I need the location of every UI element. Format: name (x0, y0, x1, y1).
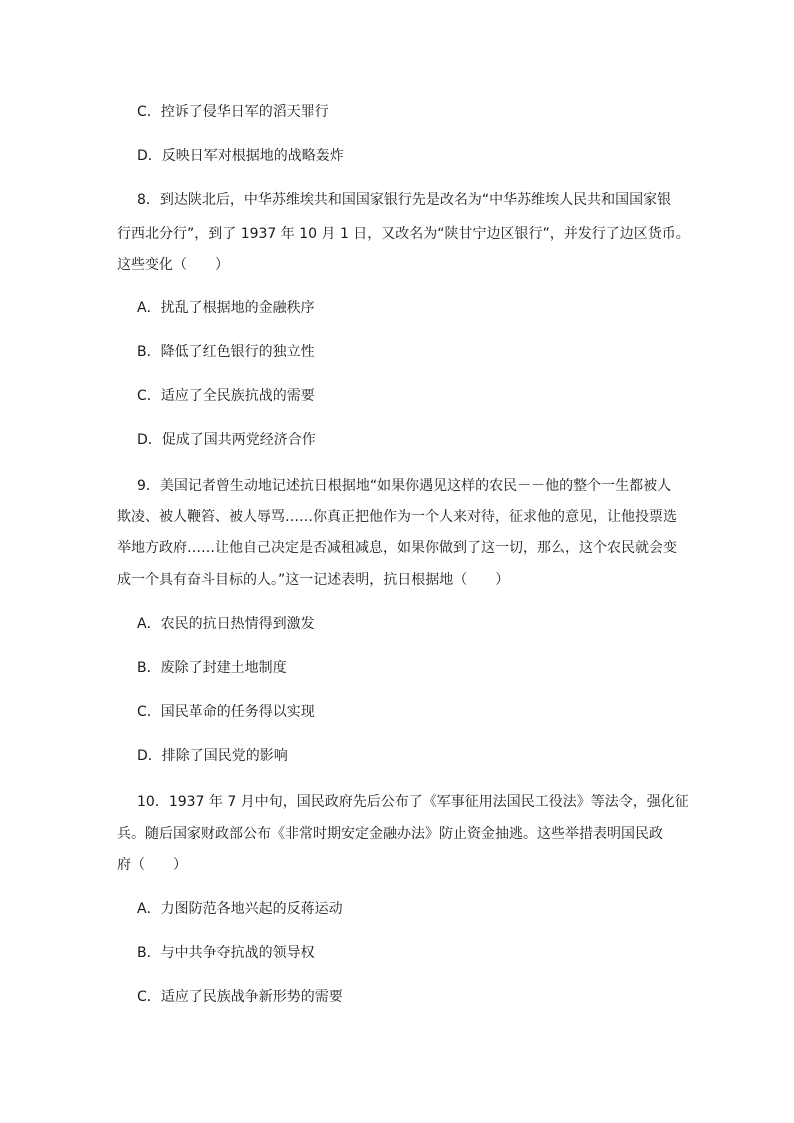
q10-option-a: A．力图防范各地兴起的反蒋运动 (137, 901, 343, 917)
q9-stem-line-4: 成一个具有奋斗目标的人。”这一记述表明，抗日根据地（ ） (117, 572, 510, 588)
q10-option-b: B．与中共争夺抗战的领导权 (137, 945, 315, 961)
q8-option-d: D．促成了国共两党经济合作 (137, 432, 316, 448)
q9-stem-line-3: 举地方政府……让他自己决定是否减租减息，如果你做到了这一切，那么，这个农民就会变 (117, 540, 677, 556)
q9-stem-line-2: 欺凌、被人鞭笞、被人辱骂……你真正把他作为一个人来对待，征求他的意见，让他投票选 (117, 509, 677, 525)
q8-stem-line-2: 行西北分行”，到了 1937 年 10 月 1 日，又改名为“陕甘宁边区银行”，并发行了边区货币。 (117, 226, 690, 242)
q8-option-a: A．扰乱了根据地的金融秩序 (137, 300, 315, 316)
q9-option-d: D．排除了国民党的影响 (137, 748, 288, 764)
q10-stem-line-2: 兵。随后国家财政部公布《非常时期安定金融办法》防止资金抽逃。这些举措表明国民政 (117, 826, 663, 842)
q9-option-c: C．国民革命的任务得以实现 (137, 704, 315, 720)
q10-stem-line-1: 10．1937 年 7 月中旬，国民政府先后公布了《军事征用法国民工役法》等法令，强化征 (137, 794, 689, 810)
q7-option-d: D．反映日军对根据地的战略轰炸 (137, 148, 344, 164)
q8-stem-line-1: 8．到达陕北后，中华苏维埃共和国国家银行先是改名为“中华苏维埃人民共和国国家银 (137, 192, 672, 208)
q9-option-a: A．农民的抗日热情得到激发 (137, 616, 315, 632)
q9-stem-line-1: 9．美国记者曾生动地记述抗日根据地“如果你遇见这样的农民－－他的整个一生都被人 (137, 478, 672, 494)
q9-option-b: B．废除了封建土地制度 (137, 660, 287, 676)
q8-option-c: C．适应了全民族抗战的需要 (137, 388, 315, 404)
q10-option-c: C．适应了民族战争新形势的需要 (137, 989, 343, 1005)
q7-option-c: C．控诉了侵华日军的滔天罪行 (137, 104, 329, 120)
q8-stem-line-3: 这些变化（ ） (117, 257, 229, 273)
q8-option-b: B．降低了红色银行的独立性 (137, 344, 315, 360)
q10-stem-line-3: 府（ ） (117, 857, 187, 873)
